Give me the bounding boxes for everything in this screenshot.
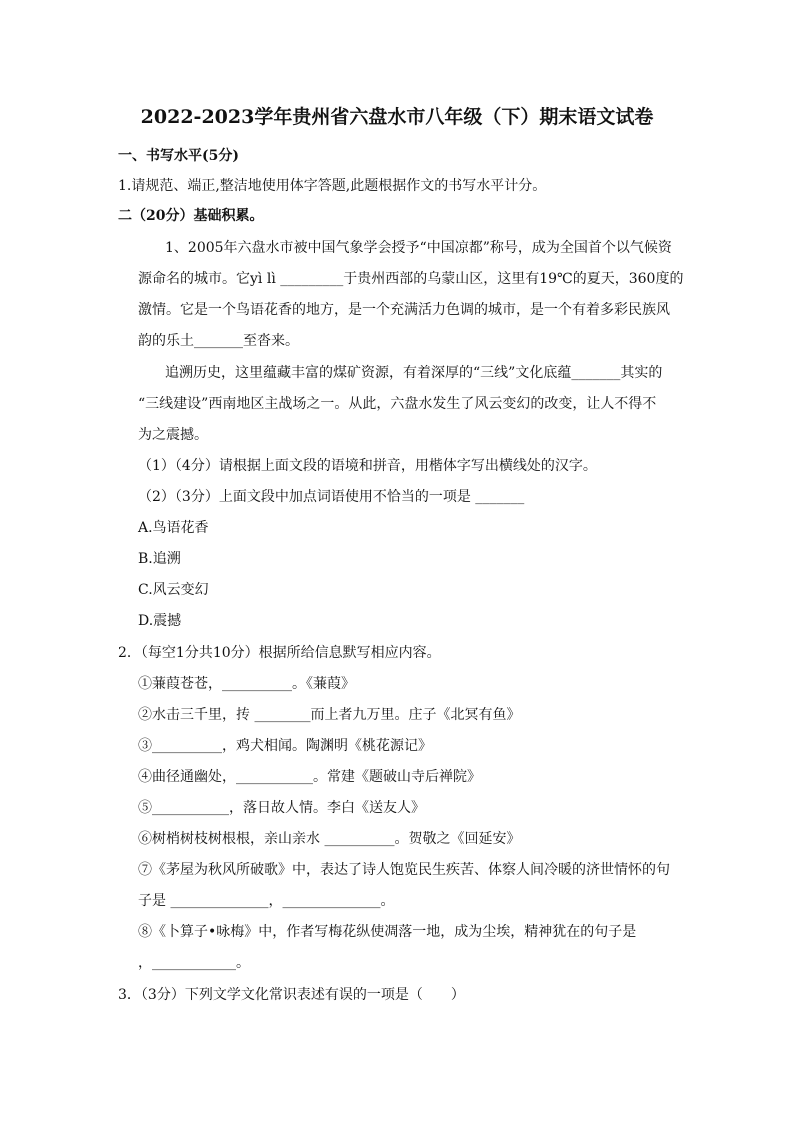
option-a: A.鸟语花香 bbox=[138, 520, 209, 536]
recitation-item-7: ⑦《茅屋为秋风所破歌》中，表达了诗人饱览民生疾苦、体察人间冷暖的济世情怀的句 bbox=[138, 862, 670, 878]
question-1-2: （2）（3分）上面文段中加点词语使用不恰当的一项是 _______ bbox=[138, 489, 525, 505]
passage-line-7: 为之震撼。 bbox=[138, 427, 208, 443]
recitation-item-1: ①蒹葭苍苍，__________。《蒹葭》 bbox=[138, 676, 355, 692]
exam-title: 2022-2023学年贵州省六盘水市八年级（下）期末语文试卷 bbox=[140, 106, 654, 128]
section-2-heading: 二（20分）基础积累。 bbox=[118, 208, 264, 224]
passage-line-5: 追溯历史，这里蕴藏丰富的煤矿资源，有着深厚的“三线”文化底蕴_______其实的 bbox=[165, 365, 663, 381]
question-1-1: （1）（4分）请根据上面文段的语境和拼音，用楷体字写出横线处的汉字。 bbox=[138, 458, 597, 474]
passage-line-4: 韵的乐土_______至沓来。 bbox=[138, 333, 299, 349]
recitation-item-2: ②水击三千里，抟 ________而上者九万里。庄子《北冥有鱼》 bbox=[138, 707, 521, 723]
recitation-item-8-cont: ，____________。 bbox=[138, 955, 250, 971]
recitation-item-4: ④曲径通幽处，___________。常建《题破山寺后禅院》 bbox=[138, 769, 481, 785]
question-3-heading: 3．（3分）下列文学文化常识表述有误的一项是（ ） bbox=[118, 987, 465, 1003]
passage-line-1: 1、2005年六盘水市被中国气象学会授予“中国凉都”称号，成为全国首个以气候资 bbox=[165, 240, 672, 256]
recitation-item-7-cont: 子是 ______________，______________。 bbox=[138, 893, 395, 909]
passage-line-2: 源命名的城市。它yì lì _________于贵州西部的乌蒙山区，这里有19℃的夏天，360度的 bbox=[138, 271, 684, 287]
option-b: B.追溯 bbox=[138, 551, 181, 567]
recitation-item-8: ⑧《卜算子•咏梅》中，作者写梅花纵使凋落一地，成为尘埃，精神犹在的句子是 bbox=[138, 924, 637, 940]
recitation-item-6: ⑥树梢树枝树根根，亲山亲水 __________。贺敬之《回延安》 bbox=[138, 831, 521, 847]
option-c: C.风云变幻 bbox=[138, 582, 209, 598]
passage-line-6: “三线建设”西南地区主战场之一。从此，六盘水发生了风云变幻的改变，让人不得不 bbox=[138, 396, 657, 412]
section-1-heading: 一、书写水平(5分) bbox=[118, 148, 239, 164]
recitation-item-5: ⑤___________，落日故人情。李白《送友人》 bbox=[138, 800, 425, 816]
question-2-heading: 2．（每空1分共10分）根据所给信息默写相应内容。 bbox=[118, 645, 441, 661]
section-1-instruction: 1.请规范、端正,整洁地使用体字答题,此题根据作文的书写水平计分。 bbox=[118, 178, 547, 194]
passage-line-3: 激情。它是一个鸟语花香的地方，是一个充满活力色调的城市，是一个有着多彩民族风 bbox=[138, 302, 670, 318]
option-d: D.震撼 bbox=[138, 613, 182, 629]
recitation-item-3: ③__________，鸡犬相闻。陶渊明《桃花源记》 bbox=[138, 738, 432, 754]
